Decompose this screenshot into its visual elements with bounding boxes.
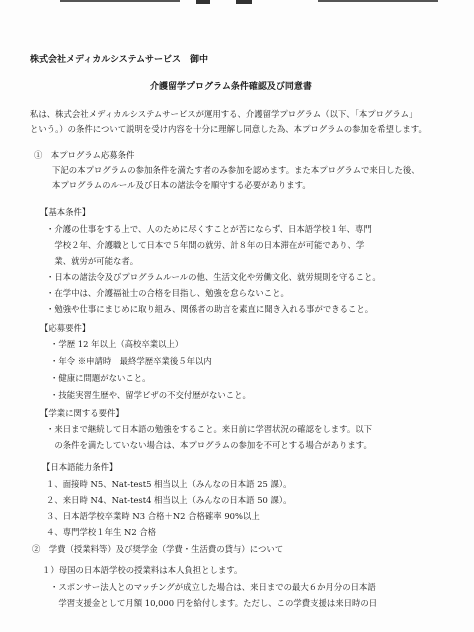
basic-item: ・勉強や仕事にまじめに取り組み、関係者の助言を素直に聞き入れる事ができること。 — [46, 304, 374, 314]
application-item: ・健康に問題がないこと。 — [50, 373, 151, 383]
application-heading: 【応募要件】 — [40, 323, 91, 333]
document-title: 介護留学プログラム条件確認及び同意書 — [150, 82, 312, 92]
basic-item: 業、就労が可能な者。 — [46, 256, 139, 266]
addressee: 株式会社メディカルシステムサービス 御中 — [30, 55, 208, 65]
section1-body-line-1: 下記の本プログラムの参加条件を満たす者のみ参加を認めます。また本プログラムで来日した後、 — [52, 165, 420, 175]
intro-line-1: 私は、株式会社メディカルシステムサービスが運用する、介護留学プログラム（以下、「本プログラム」 — [30, 109, 418, 119]
tuition-item: １）母国の日本語学校の授業料は本人負担とします。 — [42, 565, 243, 575]
application-item: ・学歴 12 年以上（高校卒業以上） — [50, 339, 184, 349]
scan-edge-marks — [0, 0, 474, 6]
japanese-item: ２、来日時 N4、Nat-test4 相当以上（みんなの日本語 50 課）。 — [46, 495, 292, 505]
intro-line-2: という。）の条件について説明を受け内容を十分に理解し同意した為、本プログラムの参加を希望します。 — [30, 124, 427, 134]
section1-heading: ① 本プログラム応募条件 — [34, 150, 135, 160]
tuition-item: ・スポンサー法人とのマッチングが成立した場合は、来日までの最大６か月分の日本語 — [50, 582, 376, 592]
section1-body-line-2: 本プログラムのルール及び日本の諸法令を順守する必要があります。 — [52, 180, 311, 190]
tuition-item: 学習支援金として月額 10,000 円を給付します。ただし、この学費支援は来日時の日 — [50, 598, 378, 608]
japanese-heading: 【日本語能力条件】 — [42, 462, 118, 472]
basic-item: ・在学中は、介護福祉士の合格を目指し、勉強を怠らないこと。 — [46, 288, 289, 298]
section2-heading: ② 学費（授業料等）及び奨学金（学費・生活費の貸与）について — [32, 544, 284, 554]
basic-item: ・介護の仕事をする上で、人のために尽くすことが苦にならず、日本語学校１年、専門 — [46, 224, 372, 234]
application-item: ・技能実習生歴や、留学ビザの不交付歴がないこと。 — [50, 390, 251, 400]
study-heading: 【学業に関する要件】 — [40, 408, 124, 418]
basic-item: 学校２年、介護職として日本で５年間の就労、計８年の日本滞在が可能であり、学 — [46, 240, 365, 250]
basic-item: ・日本の諸法令及びプログラムルールの他、生活文化や労働文化、就労規則を守ること。 — [46, 272, 381, 282]
japanese-item: ３、日本語学校卒業時 N3 合格＋N2 合格確率 90%以上 — [46, 511, 260, 521]
application-item: ・年令 ※申請時 最終学歴卒業後５年以内 — [50, 356, 212, 366]
japanese-item: ４、専門学校１年生 N2 合格 — [46, 527, 157, 537]
study-item: ・来日まで継続して日本語の勉強をすること。来日前に学習状況の確認をします。以下 — [46, 424, 372, 434]
study-item: の条件を満たしていない場合は、本プログラムの参加を不可とする場合があります。 — [46, 440, 372, 450]
japanese-item: １、面接時 N5、Nat-test5 相当以上（みんなの日本語 25 課）。 — [46, 479, 292, 489]
basic-heading: 【基本条件】 — [40, 207, 91, 217]
